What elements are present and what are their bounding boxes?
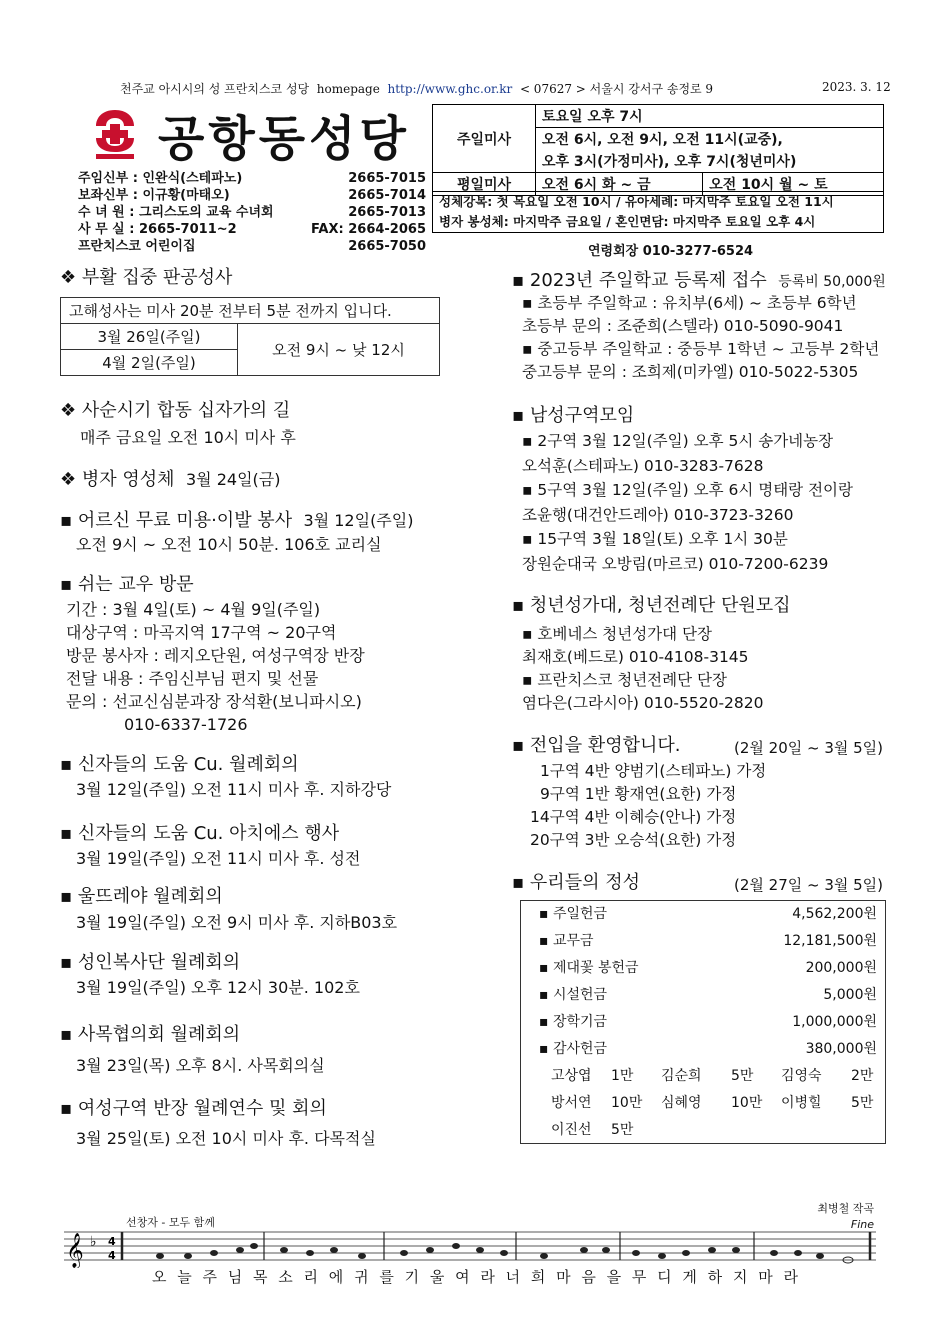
svg-text:4: 4 xyxy=(108,1235,116,1248)
school-details: ▪ 초등부 주일학교 : 유치부(6세) ~ 초등부 6학년 초등부 문의 : 조준희(스텔라) 010-5090-9041 ▪ 중고등부 주일학교 : 중등부 1학년 ~ 고등부 2학년 중고등부 문의 : 조희제(미카엘) 010-5022-5305 xyxy=(522,294,880,381)
staff-row: 수 녀 원 : 그리스도의 교육 수녀회 2665-7013 xyxy=(78,205,426,220)
section-title: ▪ 여성구역 반장 월례연수 및 회의 xyxy=(60,1098,327,1119)
section-body: 3월 25일(토) 오전 10시 미사 후. 다목적실 xyxy=(76,1129,376,1148)
section-title: ▪ 남성구역모임 xyxy=(512,405,635,426)
section-body: 매주 금요일 오전 10시 미사 후 xyxy=(80,428,296,447)
staff-row: 주임신부 : 인완식(스테파노) 2665-7015 xyxy=(78,171,426,186)
weekday-mass-a: 오전 6시 화 ~ 금 xyxy=(536,173,703,196)
mass-schedule xyxy=(432,104,884,196)
section-title: ▪ 청년성가대, 청년전례단 단원모집 xyxy=(512,595,791,616)
section-title: ▪ 신자들의 도움 Cu. 아치에스 행사 xyxy=(60,823,340,844)
fine-mark: Fine xyxy=(850,1218,874,1231)
section-body: 3월 19일(주일) 오전 11시 미사 후. 성전 xyxy=(76,849,361,868)
offering-table xyxy=(520,900,886,1144)
svg-text:♭: ♭ xyxy=(90,1234,97,1250)
header-line xyxy=(120,80,713,97)
sunday-mass-line: 오전 6시, 오전 9시, 오전 11시(교중), xyxy=(536,128,884,151)
offering-row: ▪ 감사헌금 380,000원 xyxy=(539,1041,877,1057)
homepage-link[interactable]: http://www.ghc.or.kr xyxy=(387,82,513,96)
youth-details: ▪ 호베네스 청년성가대 단장 최재호(베드로) 010-4108-3145 ▪ 프란치스코 청년전례단 단장 염다은(그라시아) 010-5520-2820 xyxy=(522,625,764,712)
sunday-mass-label: 주일미사 xyxy=(433,105,536,173)
section-title: ▪ 전입을 환영합니다. xyxy=(512,735,681,756)
issue-date: 2023. 3. 12 xyxy=(822,80,891,94)
church-title: 공항동성당 xyxy=(158,111,410,167)
section-title: ▪ 어르신 무료 미용·이발 봉사 3월 12일(주일) xyxy=(60,510,414,531)
section-title: ▪ 우리들의 정성 xyxy=(512,872,640,893)
section-body: 3월 23일(목) 오후 8시. 사목회의실 xyxy=(76,1056,325,1075)
section-body: 오전 9시 ~ 오전 10시 50분. 106호 교리실 xyxy=(76,535,382,554)
music-score xyxy=(64,1198,888,1298)
sunday-mass-line: 토요일 오후 7시 xyxy=(536,105,884,128)
composer: 최병철 작곡 xyxy=(817,1202,874,1215)
org-name: 천주교 아시시의 성 프란치스코 성당 xyxy=(120,82,310,96)
visit-details: 기간 : 3월 4일(토) ~ 4월 9일(주일) 대상구역 : 마곡지역 17구역 ~ 20구역 방문 봉사자 : 레지오단원, 여성구역장 반장 전달 내용 : 주임신부님 편지 및 선물 문의 : 선교신심분과장 장석환(보니파시오) 010-6337-1726 xyxy=(66,600,365,734)
offering-row: ▪ 장학기금 1,000,000원 xyxy=(539,1014,877,1030)
section-body: 3월 12일(주일) 오전 11시 미사 후. 지하강당 xyxy=(76,780,392,799)
offering-row: ▪ 제대꽃 봉헌금 200,000원 xyxy=(539,960,877,976)
lyrics: 오 늘 주 님 목 소 리 에 귀 를 기 울 여 라 너 희 마 음 을 무 디 게 하 지 마 라 xyxy=(152,1268,801,1286)
church-logo-icon xyxy=(92,108,138,160)
section-title: ▪ 신자들의 도움 Cu. 월례회의 xyxy=(60,754,299,775)
section-title: ❖ 사순시기 합동 십자가의 길 xyxy=(60,400,291,421)
staff-row: 보좌신부 : 이규황(마태오) 2665-7014 xyxy=(78,188,426,203)
section-title: ▪ 성인복사단 월례회의 xyxy=(60,952,241,973)
section-title: ▪ 쉬는 교우 방문 xyxy=(60,574,194,595)
staff-lines-icon xyxy=(64,1226,888,1268)
section-title: ❖ 병자 영성체 3월 24일(금) xyxy=(60,469,281,490)
section-body: 3월 19일(주일) 오전 9시 미사 후. 지하B03호 xyxy=(76,913,398,932)
confession-title: ❖ 부활 집중 판공성사 xyxy=(60,267,233,288)
offering-row: ▪ 주일헌금 4,562,200원 xyxy=(539,906,877,922)
section-title: ▪ 울뜨레야 월례회의 xyxy=(60,886,223,907)
welcome-list: 1구역 4반 양범기(스테파노) 가정 9구역 1반 황재연(요한) 가정 14구역 4반 이혜승(안나) 가정 20구역 3반 오승석(요한) 가정 xyxy=(530,762,767,849)
svg-text:4: 4 xyxy=(108,1249,116,1262)
staff-row: 프란치스코 어린이집 2665-7050 xyxy=(78,239,426,254)
homepage-label: homepage xyxy=(316,82,380,96)
section-body: 3월 19일(주일) 오후 12시 30분. 102호 xyxy=(76,978,360,997)
welcome-period: (2월 20일 ~ 3월 5일) xyxy=(734,739,884,757)
staff-row: 사 무 실 : 2665-7011~2 FAX: 2664-2065 xyxy=(78,222,426,237)
confession-table: 고해성사는 미사 20분 전부터 5분 전까지 입니다. 3월 26일(주일) 오전 9시 ~ 낮 12시 4월 2일(주일) xyxy=(60,297,440,376)
men-details: ▪ 2구역 3월 12일(주일) 오후 5시 송가네농장 오석훈(스테파노) 010-3283-7628 ▪ 5구역 3월 12일(주일) 오후 6시 명태랑 전이랑 조윤행(대건안드레아) 010-3723-3260 ▪ 15구역 3월 18일(토) 오후 1시 30분 장원순대국 오방림(마르코) 010-7200-6239 xyxy=(522,432,853,573)
staff-list xyxy=(78,170,426,255)
sunday-mass-line: 오후 3시(가정미사), 오후 7시(청년미사) xyxy=(536,150,884,173)
section-title: ▪ 2023년 주일학교 등록제 접수 등록비 50,000원 xyxy=(512,270,886,291)
donor-grid: 고상엽 1만 김순희 5만 김영숙 2만 방서연 10만 심혜영 10만 이병힐 5만 이진선 5만 xyxy=(551,1068,874,1138)
weekday-mass-label: 평일미사 xyxy=(433,173,536,196)
offering-row: ▪ 시설헌금 5,000원 xyxy=(539,987,877,1003)
svg-text:𝄞: 𝄞 xyxy=(66,1233,84,1268)
funeral-contact: 연령회장 010-3277-6524 xyxy=(588,244,754,259)
offering-row: ▪ 교무금 12,181,500원 xyxy=(539,933,877,949)
section-title: ▪ 사목협의회 월례회의 xyxy=(60,1024,241,1045)
sacrament-notice: 성체강복: 첫 목요일 오전 10시 / 유아세례: 마지막주 토요일 오전 11시 병자 봉성체: 마지막주 금요일 / 혼인면담: 마지막주 토요일 오후 4시 xyxy=(432,191,884,233)
address: < 07627 > 서울시 강서구 송정로 9 xyxy=(519,82,714,96)
weekday-mass-b: 오전 10시 월 ~ 토 xyxy=(703,173,884,196)
offering-period: (2월 27일 ~ 3월 5일) xyxy=(734,876,884,894)
cue: 선창자 - 모두 함께 xyxy=(126,1216,215,1229)
